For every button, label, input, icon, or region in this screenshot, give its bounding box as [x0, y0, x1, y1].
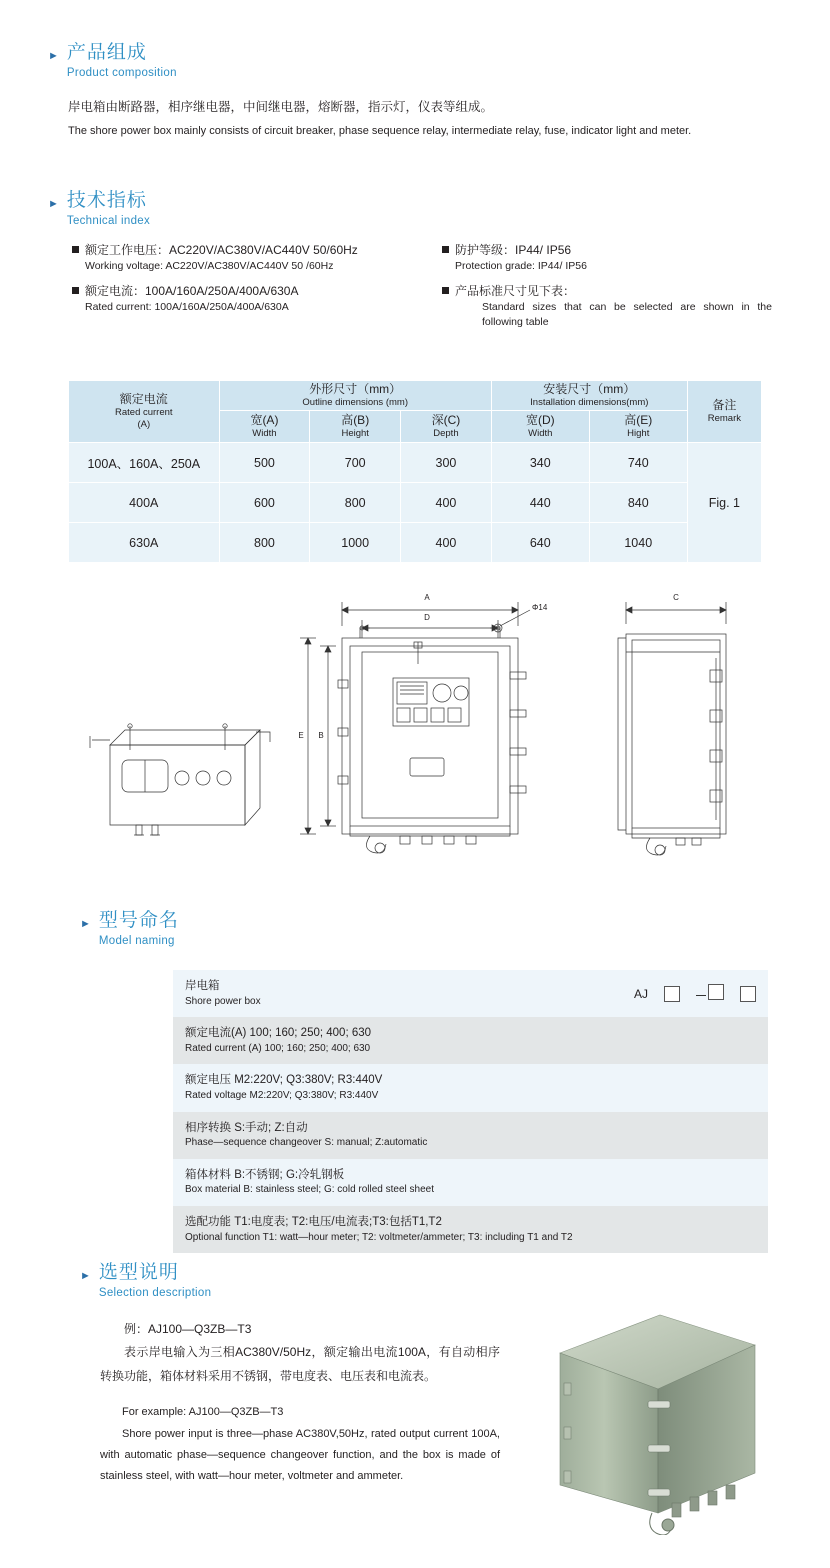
selection-paragraph-cn: 表示岸电输入为三相AC380V/50Hz，额定输出电流100A，有自动相序转换功能，箱体材料采用不锈钢，带电度表、电压表和电流表。	[100, 1345, 500, 1383]
subheader-depth-c: 深(C) Depth	[401, 411, 492, 443]
model-row-label-en: Shore power box	[185, 995, 261, 1007]
table-row	[69, 523, 762, 563]
cell-depth-c: 300	[401, 443, 492, 483]
section-title-en: Technical index	[66, 214, 151, 227]
product-photo-svg	[540, 1305, 770, 1535]
section-title-cn: 技术指标	[66, 190, 147, 211]
cell-height-e: 740	[589, 443, 687, 483]
cell-width-a: 600	[219, 483, 310, 523]
selection-description-body	[100, 1318, 500, 1488]
header-remark-cn: 备注	[712, 398, 737, 413]
bullet-square-icon	[442, 287, 449, 294]
model-row-label-cn: 额定电流(A) 100; 160; 250; 400; 630	[185, 1027, 372, 1040]
spec-item	[72, 282, 442, 316]
cell-remark: Fig. 1	[687, 443, 761, 563]
spec-label-cn: 防护等级：IP44/ IP56	[442, 241, 772, 259]
cell-current: 400A	[69, 483, 220, 523]
selection-paragraph-en: Shore power input is three—phase AC380V,50Hz, rated output current 100A, with automatic phase—sequence changeover function, and the box is made of stainless steel, with watt—hour meter, voltmeter and ammeter.	[100, 1427, 500, 1483]
section-title-cn: 型号命名	[98, 910, 179, 931]
product-photo	[540, 1305, 770, 1535]
model-row-optional-function	[173, 1206, 768, 1253]
spec-item	[442, 241, 772, 275]
section-title-cn: 选型说明	[98, 1262, 179, 1283]
bullet-square-icon	[442, 246, 449, 253]
model-row-label-cn: 额定电压 M2:220V; Q3:380V; R3:440V	[185, 1074, 383, 1087]
section-model-naming	[80, 910, 780, 947]
product-composition-text-en: The shore power box mainly consists of circuit breaker, phase sequence relay, intermediate relay, fuse, indicator light and meter.	[68, 124, 692, 137]
spec-item	[442, 282, 772, 332]
section-title-en: Product composition	[66, 66, 177, 79]
triangle-arrow-icon: ►	[48, 198, 59, 210]
section-heading	[80, 1262, 780, 1299]
spec-label-cn: 额定工作电压：AC220V/AC380V/AC440V 50/60Hz	[72, 241, 442, 259]
subheader-width-a: 宽(A) Width	[219, 411, 310, 443]
section-title-en: Model naming	[98, 934, 175, 947]
table-row	[69, 443, 762, 483]
section-selection-description	[80, 1262, 780, 1299]
cell-height-b: 1000	[310, 523, 401, 563]
cell-current: 100A、160A、250A	[69, 443, 220, 483]
header-install-cn: 安装尺寸（mm）	[543, 382, 636, 397]
model-row-label-en: Optional function T1: watt—hour meter; T2: voltmeter/ammeter; T3: including T1 and T2	[185, 1231, 573, 1243]
drawing-label-e: E	[298, 731, 304, 740]
selection-example-cn: 例：AJ100—Q3ZB—T3	[124, 1322, 252, 1336]
cell-current: 630A	[69, 523, 220, 563]
subheader-width-d: 宽(D) Width	[491, 411, 589, 443]
drawing-label-c: C	[673, 593, 679, 602]
spec-label-cn: 产品标准尺寸见下表：	[442, 282, 772, 300]
bullet-square-icon	[72, 246, 79, 253]
cell-height-b: 700	[310, 443, 401, 483]
section-heading	[48, 190, 788, 227]
spec-label-en: Working voltage: AC220V/AC380V/AC440V 50 /60Hz	[85, 259, 334, 272]
model-row-phase-sequence	[173, 1112, 768, 1159]
drawing-top-view	[90, 724, 270, 835]
model-row-label-en: Rated current (A) 100; 160; 250; 400; 630	[185, 1042, 371, 1054]
table-header-row	[69, 381, 762, 411]
section-title-en: Selection description	[98, 1286, 212, 1299]
subheader-height-b: 高(B) Height	[310, 411, 401, 443]
drawing-label-a: A	[424, 593, 430, 602]
model-row-rated-current	[173, 1017, 768, 1064]
cell-height-e: 840	[589, 483, 687, 523]
model-row-shore-power-box	[173, 970, 768, 1017]
cell-width-a: 800	[219, 523, 310, 563]
section-product-composition	[48, 42, 788, 140]
drawing-labels	[298, 593, 679, 740]
specification-table	[68, 380, 762, 563]
cell-width-d: 440	[491, 483, 589, 523]
section-technical-index	[48, 190, 788, 338]
header-rated-current-cn: 额定电流	[119, 392, 168, 407]
header-install-en: Installation dimensions(mm)	[530, 397, 649, 409]
technical-drawing	[70, 580, 770, 860]
model-code-box-2	[708, 984, 724, 1000]
cell-width-a: 500	[219, 443, 310, 483]
dash-icon	[696, 995, 706, 996]
triangle-arrow-icon: ►	[80, 918, 91, 930]
model-row-label-en: Phase—sequence changeover S: manual; Z:automatic	[185, 1137, 428, 1149]
drawing-svg	[70, 580, 770, 860]
drawing-label-hole: Φ14	[532, 603, 548, 612]
header-outline-dimensions	[219, 381, 491, 411]
model-code-box-1	[664, 986, 680, 1002]
header-rated-current-en: Rated current	[115, 407, 173, 419]
model-code-group	[634, 984, 756, 1003]
cell-width-d: 340	[491, 443, 589, 483]
cell-height-b: 800	[310, 483, 401, 523]
header-rated-current	[69, 381, 220, 443]
section-heading	[48, 42, 788, 79]
cell-depth-c: 400	[401, 483, 492, 523]
drawing-front-view	[300, 602, 530, 853]
header-remark-en: Remark	[707, 413, 741, 425]
spec-label-en: Rated current: 100A/160A/250A/400A/630A	[85, 300, 289, 313]
dimensions-table	[68, 380, 762, 563]
spec-label-en: Protection grade: IP44/ IP56	[455, 259, 587, 272]
cell-height-e: 1040	[589, 523, 687, 563]
model-row-label-cn: 箱体材料 B:不锈钢; G:冷轧钢板	[185, 1168, 345, 1181]
header-outline-cn: 外形尺寸（mm）	[309, 382, 402, 397]
model-code-prefix: AJ	[633, 986, 648, 1001]
spec-column-right	[442, 241, 772, 338]
selection-example-en: For example: AJ100—Q3ZB—T3	[122, 1406, 284, 1419]
model-row-label-cn: 选配功能 T1:电度表; T2:电压/电流表;T3:包括T1,T2	[185, 1215, 442, 1228]
model-row-box-material	[173, 1159, 768, 1206]
model-code-box-2-wrap	[696, 984, 724, 1003]
model-row-label-en: Rated voltage M2:220V; Q3:380V; R3:440V	[185, 1090, 379, 1102]
subheader-height-e: 高(E) Hight	[589, 411, 687, 443]
model-row-label-cn: 相序转换 S:手动; Z:自动	[185, 1121, 308, 1134]
cell-width-d: 640	[491, 523, 589, 563]
header-install-dimensions	[491, 381, 687, 411]
model-row-label-en: Box material B: stainless steel; G: cold rolled steel sheet	[185, 1184, 435, 1196]
drawing-side-view	[618, 602, 726, 855]
header-outline-en: Outline dimensions (mm)	[302, 397, 408, 409]
spec-label-cn: 额定电流：100A/160A/250A/400A/630A	[72, 282, 442, 300]
product-composition-text-cn: 岸电箱由断路器，相序继电器，中间继电器，熔断器，指示灯，仪表等组成。	[68, 99, 494, 114]
table-row	[69, 483, 762, 523]
bullet-square-icon	[72, 287, 79, 294]
model-row-label-cn: 岸电箱	[185, 980, 220, 992]
header-rated-current-unit: (A)	[137, 419, 151, 430]
section-heading	[80, 910, 780, 947]
triangle-arrow-icon: ►	[48, 50, 59, 62]
cell-depth-c: 400	[401, 523, 492, 563]
header-remark	[687, 381, 761, 443]
model-code-box-3	[740, 986, 756, 1002]
section-title-cn: 产品组成	[66, 42, 147, 63]
model-row-rated-voltage	[173, 1064, 768, 1111]
drawing-label-b: B	[318, 731, 324, 740]
spec-item	[72, 241, 442, 275]
drawing-label-d: D	[424, 613, 430, 622]
spec-label-en: Standard sizes that can be selected are shown in the following table	[482, 300, 772, 329]
triangle-arrow-icon: ►	[80, 1270, 91, 1282]
model-naming-table	[173, 970, 768, 1253]
spec-column-left	[72, 241, 442, 338]
